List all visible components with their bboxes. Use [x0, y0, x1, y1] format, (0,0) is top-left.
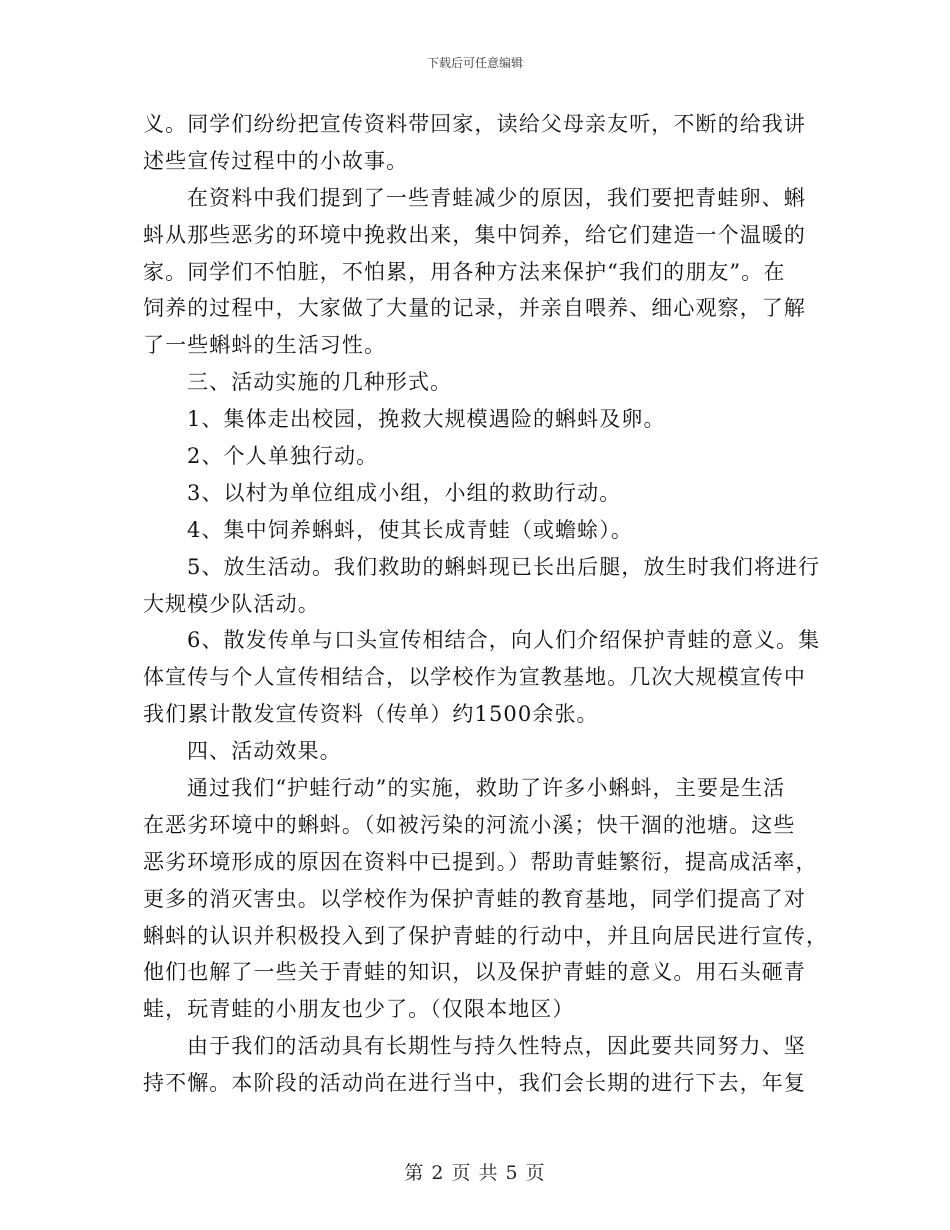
text-line: 在资料中我们提到了一些青蛙减少的原因，我们要把青蛙卵、蝌: [187, 185, 806, 210]
section-heading: 三、活动实施的几种形式。: [187, 370, 453, 395]
text-line: 通过我们“护蛙行动”的实施，救助了许多小蝌蚪，主要是生活: [187, 776, 786, 801]
list-item: 5、放生活动。我们救助的蝌蚪现已长出后腿，放生时我们将进行: [187, 554, 821, 579]
body-text: [143, 106, 829, 1102]
page-footer: 第 2 页 共 5 页: [404, 1162, 546, 1184]
section-heading: 四、活动效果。: [187, 739, 342, 764]
page-header: 下载后可任意编辑: [426, 56, 523, 70]
list-item: 4、集中饲养蝌蚪，使其长成青蛙（或蟾蜍）。: [187, 517, 633, 542]
text-line: 恶劣环境形成的原因在资料中已提到。）帮助青蛙繁衍，提高成活率，: [143, 849, 818, 874]
text-line: 蝌蚪的认识并积极投入到了保护青蛙的行动中，并且向居民进行宣传，: [143, 923, 829, 948]
text-line: 义。同学们纷纷把宣传资料带回家，读给父母亲友听，不断的给我讲: [143, 112, 806, 136]
text-line: 述些宣传过程中的小故事。: [143, 148, 409, 173]
text-line: 更多的消灭害虫。以学校作为保护青蛙的教育基地，同学们提高了对: [143, 886, 806, 911]
text-line: 蛙，玩青蛙的小朋友也少了。（仅限本地区）: [143, 997, 575, 1022]
text-line: 由于我们的活动具有长期性与持久性特点，因此要共同努力、坚: [187, 1034, 806, 1059]
list-item: 6、散发传单与口头宣传相结合，向人们介绍保护青蛙的意义。集: [187, 628, 821, 653]
text-line: 他们也解了一些关于青蛙的知识，以及保护青蛙的意义。用石头砸青: [143, 960, 806, 985]
text-line: 家。同学们不怕脏，不怕累，用各种方法来保护“我们的朋友”。在: [143, 259, 786, 284]
text-line: 持不懈。本阶段的活动尚在进行当中，我们会长期的进行下去，年复: [143, 1071, 806, 1096]
list-item: 2、个人单独行动。: [187, 444, 379, 469]
text-line: 了一些蝌蚪的生活习性。: [143, 333, 387, 358]
text-line: 体宣传与个人宣传相结合，以学校作为宣教基地。几次大规模宣传中: [143, 665, 806, 690]
list-item: 3、以村为单位组成小组，小组的救助行动。: [187, 480, 622, 505]
list-item: 1、集体走出校园，挽救大规模遇险的蝌蚪及卵。: [187, 407, 666, 432]
text-line: 在恶劣环境中的蝌蚪。（如被污染的河流小溪；快干涸的池塘。这些: [143, 812, 796, 837]
text-line: 蚪从那些恶劣的环境中挽救出来，集中饲养，给它们建造一个温暖的: [143, 222, 806, 247]
text-line: 我们累计散发宣传资料（传单）约1500余张。: [143, 702, 599, 727]
text-line: 大规模少队活动。: [143, 591, 320, 616]
text-line: 饲养的过程中，大家做了大量的记录，并亲自喂养、细心观察，了解: [143, 296, 806, 321]
